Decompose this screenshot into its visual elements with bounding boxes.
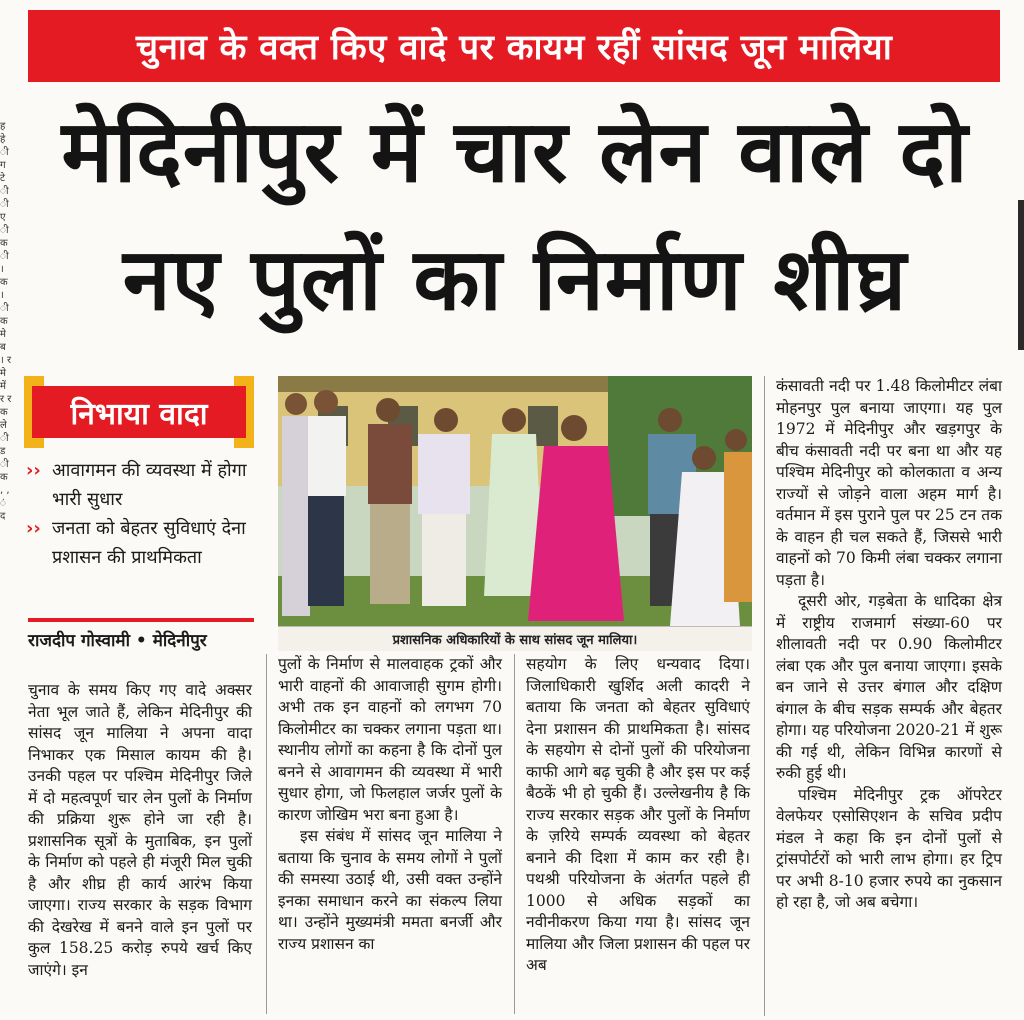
news-photo: [278, 376, 752, 626]
article-column-3: [526, 654, 750, 977]
photo-caption: प्रशासनिक अधिकारियों के साथ सांसद जून मालिया।: [278, 626, 752, 651]
news-photo-illustration: [278, 376, 752, 626]
article-paragraph: इस संबंध में सांसद जून मालिया ने बताया कि चुनाव के समय लोगों ने पुलों की समस्या उठाई थी, उसी वक्त उन्होंने इनका समाधान करने का संकल्प लिया था। उन्होंने मुख्यमंत्री ममता बनर्जी और राज्य प्रशासन का: [278, 827, 502, 953]
column-divider: [266, 654, 267, 1014]
column-divider: [514, 654, 515, 1014]
kicker-banner: चुनाव के वक्त किए वादे पर कायम रहीं सांसद जून मालिया: [28, 10, 1000, 82]
article-paragraph: पुलों के निर्माण से मालवाहक ट्रकों और भारी वाहनों की आवाजाही सुगम होगी। अभी तक इन वाहनों को लगभग 70 किलोमीटर का चक्कर लगाना पड़ता था। स्थानीय लोगों का कहना है कि दोनों पुल बनने से आवागमन की व्यवस्था में भारी सुधार होगा, जो फिलहाल जर्जर पुलों के कारण जोखिम भरा बना हुआ है।: [278, 655, 502, 824]
article-paragraph: सहयोग के लिए धन्यवाद दिया। जिलाधिकारी खुर्शिद अली कादरी ने बताया कि जनता को बेहतर सुविधाएं देना प्रशासन की प्राथमिकता है। सांसद के सहयोग से दोनों पुलों की परियोजना काफी आगे बढ़ चुकी है और इस पर कई बैठकें भी हो चुकी हैं। उल्लेखनीय है कि राज्य सरकार सड़क और पुलों के निर्माण के ज़रिये सम्पर्क व्यवस्था को बेहतर बनाने की दिशा में काम कर रही है। पथश्री परियोजना के अंतर्गत पहले ही 1000 से अधिक सड़कों का नवीनीकरण किया गया है। सांसद जून मालिया और जिला प्रशासन की पहल पर अब: [526, 655, 750, 974]
article-paragraph: चुनाव के समय किए गए वादे अक्सर नेता भूल जाते हैं, लेकिन मेदिनीपुर की सांसद जून मालिया ने अपना वादा निभाकर एक मिसाल कायम की है। उनकी पहल पर पश्चिम मेदिनीपुर जिले में दो महत्वपूर्ण चार लेन पुलों के निर्माण की प्रक्रिया शुरू होने जा रही है। प्रशासनिक सूत्रों के मुताबिक, इन पुलों के निर्माण को पहले ही मंजूरी मिल चुकी है और शीघ्र ही कार्य आरंभ किया जाएगा। राज्य सरकार के सड़क विभाग की देखरेख में बनने वाले इन पुलों पर कुल 158.25 करोड़ रुपये खर्च किए जाएंगे। इन: [28, 681, 252, 979]
article-column-2: [278, 654, 502, 955]
article-paragraph: पश्चिम मेदिनीपुर ट्रक ऑपरेटर वेलफेयर एसोसिएशन के सचिव प्रदीप मंडल ने कहा कि इन दोनों पुलों से ट्रांसपोर्टरों को भारी लाभ होगा। हर ट्रिप पर अभी 8-10 हजार रुपये का नुकसान हो रहा है, जो अब बचेगा।: [776, 785, 1002, 911]
article-paragraph: दूसरी ओर, गड़बेता के धादिका क्षेत्र में राष्ट्रीय राजमार्ग संख्या-60 पर शीलावती नदी पर 0.90 किलोमीटर लंबा एक और पुल बनाया जाएगा। इसके बन जाने से उत्तर बंगाल और दक्षिण बंगाल के बीच सड़क सम्पर्क और बेहतर होगा। यह परियोजना 2020-21 में शुरू की गई थी, लेकिन विभिन्न कारणों से रुकी हुई थी।: [776, 592, 1002, 782]
highlight-item: [26, 456, 258, 514]
highlight-text: आवागमन की व्यवस्था में होगा भारी सुधार: [52, 460, 247, 510]
highlight-badge: [24, 376, 254, 448]
byline: राजदीप गोस्वामी • मेदिनीपुर: [28, 631, 207, 651]
double-chevron-icon: ››: [26, 518, 41, 539]
article-column-1: [28, 680, 252, 981]
headline-line-1: मेदिनीपुर में चार लेन वाले दो: [61, 102, 969, 202]
byline-divider: [28, 618, 254, 622]
headline-line-2: नए पुलों का निर्माण शीघ्र: [122, 230, 908, 330]
highlight-text: जनता को बेहतर सुविधाएं देना प्रशासन की प्राथमिकता: [52, 518, 246, 568]
highlight-item: [26, 514, 258, 572]
double-chevron-icon: ››: [26, 460, 41, 481]
adjacent-article-fragment: ह हे ी ग टे ी ी ए ी क ी । क । ी क मे ब । र मे में र र क ले ी ड ी क , , ं द: [0, 121, 12, 522]
adjacent-article-edge: [1018, 200, 1024, 350]
article-paragraph: कंसावती नदी पर 1.48 किलोमीटर लंबा मोहनपुर पुल बनाया जाएगा। यह पुल 1972 में मेदिनीपुर और खड़गपुर के बीच कंसावती नदी पर बना था और यह पश्चिम मेदिनीपुर को कोलकाता व अन्य राज्यों से जोड़ने वाला अहम मार्ग है। वर्तमान में इस पुराने पुल पर 25 टन तक के वाहन ही चल सकते हैं, जिससे भारी वाहनों को 70 किमी लंबा चक्कर लगाना पड़ता है।: [776, 377, 1002, 589]
badge-label: निभाया वादा: [32, 386, 246, 438]
highlights-list: [26, 456, 258, 572]
column-divider: [764, 376, 765, 1016]
article-column-4: [776, 376, 1002, 914]
